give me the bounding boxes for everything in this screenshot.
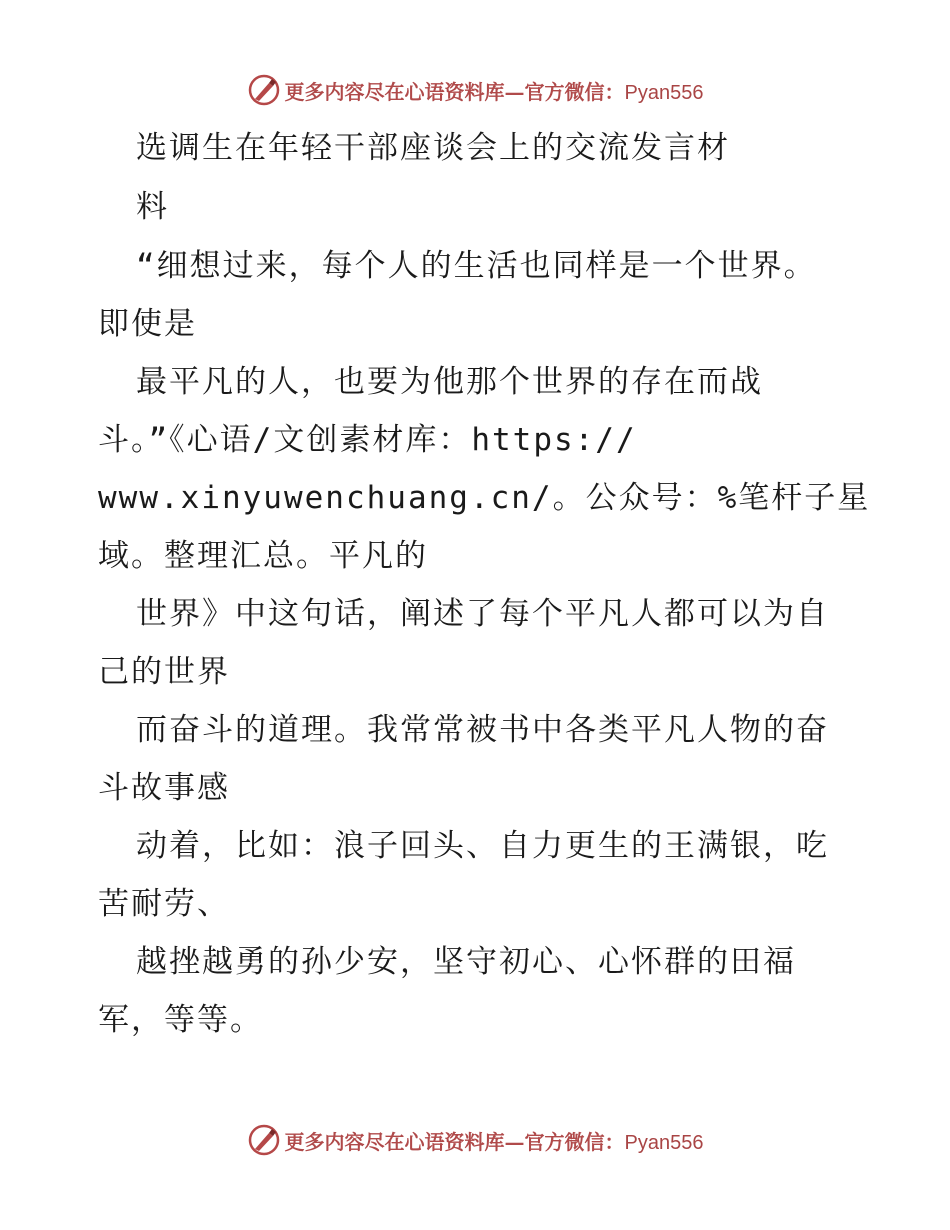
text-line: 越挫越勇的孙少安，坚守初心、心怀群的田福 [136,944,796,980]
header-banner-text [285,76,704,105]
text-line: 而奋斗的道理。我常常被书中各类平凡人物的奋 [136,712,829,748]
text-line: 世界》中这句话，阐述了每个平凡人都可以为自 [136,596,829,632]
footer-banner-text [285,1126,704,1155]
text-line: “细想过来，每个人的生活也同样是一个世界。 [136,248,817,284]
pen-logo-icon [247,73,281,107]
text-line: 即使是 [98,306,197,342]
header-wechat-id: Pyan556 [624,81,704,104]
text-line: 军，等等。 [98,1002,263,1038]
text-line: 选调生在年轻干部座谈会上的交流发言材 [136,130,730,166]
text-line: 域。整理汇总。平凡的 [98,538,428,574]
text-line: 最平凡的人，也要为他那个世界的存在而战 [136,364,763,400]
footer-banner [0,1120,950,1160]
text-line: 苦耐劳、 [98,886,230,922]
text-line: 动着，比如：浪子回头、自力更生的王满银，吃 [136,828,829,864]
text-line: 斗。”《心语/文创素材库：https:// [98,422,637,458]
pen-logo-icon [247,1123,281,1157]
text-line: www.xinyuwenchuang.cn/。公众号：%笔杆子星 [98,480,871,516]
footer-banner-label: 更多内容尽在心语资料库—官方微信： [284,1129,625,1154]
text-line: 斗故事感 [98,770,230,806]
text-line: 己的世界 [98,654,230,690]
footer-wechat-id: Pyan556 [624,1131,704,1154]
header-banner [0,70,950,110]
header-banner-label: 更多内容尽在心语资料库—官方微信： [284,79,625,104]
text-line: 料 [136,189,169,225]
